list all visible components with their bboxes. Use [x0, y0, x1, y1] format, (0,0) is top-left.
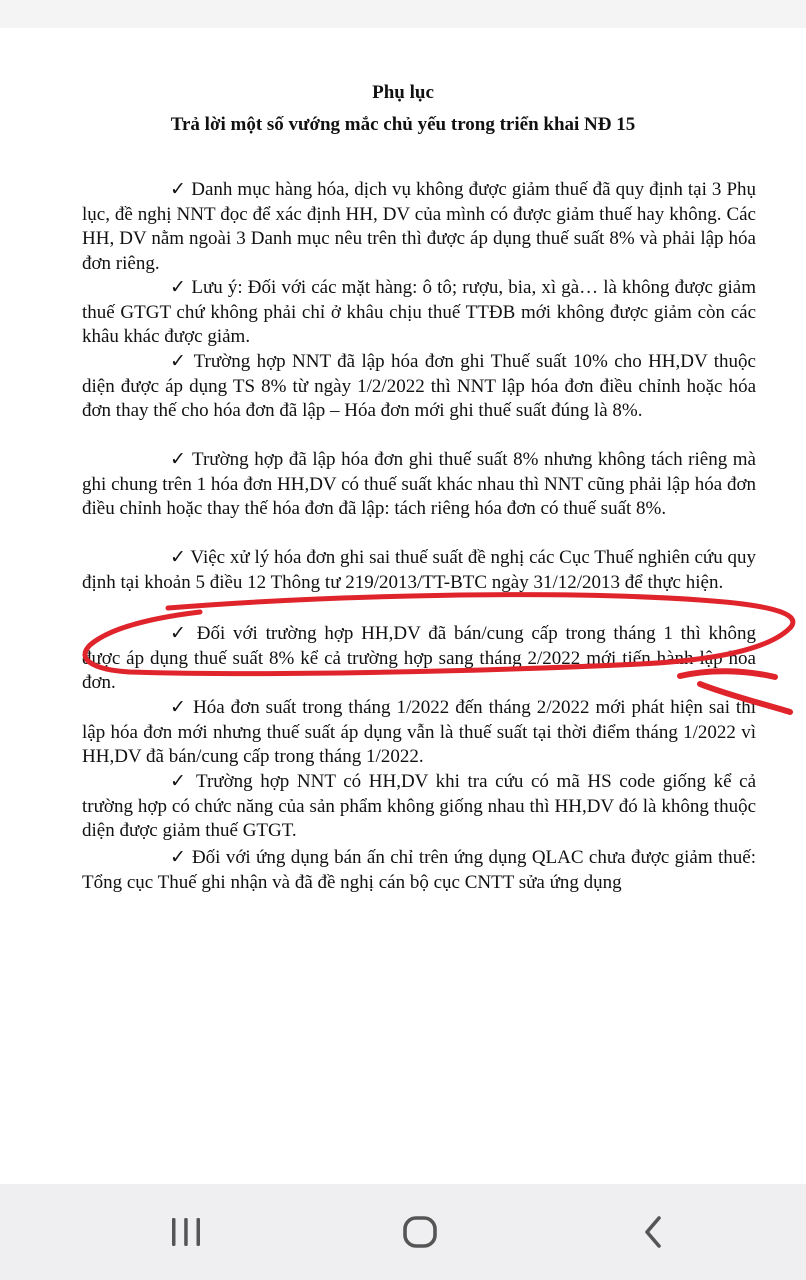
paragraph [82, 546, 756, 595]
check-mark: ✓ [170, 623, 189, 644]
paragraph [82, 846, 756, 895]
highlighted-paragraph [82, 622, 756, 696]
home-icon [400, 1214, 440, 1250]
paragraph [82, 448, 756, 522]
check-mark: ✓ [170, 547, 186, 568]
recent-apps-icon [168, 1215, 204, 1249]
paragraph [82, 696, 756, 770]
paragraph-text: Danh mục hàng hóa, dịch vụ không được giảm thuế đã quy định tại 3 Phụ lục, đề nghị NNT đọc để xác định HH, DV của mình có được giảm thuế hay không. Các HH, DV nằm ngoài 3 Danh mục nêu trên thì được áp dụng thuế suất 8% và phải lập hóa đơn riêng. [82, 179, 757, 274]
check-mark: ✓ [170, 847, 187, 868]
paragraph-text: Lưu ý: Đối với các mặt hàng: ô tô; rượu, bia, xì gà… là không được giảm thuế GTGT chứ không phải chỉ ở khâu chịu thuế TTĐB mới không được giảm còn các khâu khác được giảm. [82, 277, 756, 347]
status-bar-area [0, 0, 806, 28]
back-icon [639, 1214, 669, 1250]
paragraph-text: Đối với trường hợp HH,DV đã bán/cung cấp trong tháng 1 thì không được áp dụng thuế suất 8% kể cả trường hợp sang tháng 2/2022 mới tiến hành lập hóa đơn. [82, 623, 757, 693]
check-mark: ✓ [170, 449, 187, 470]
paragraph [82, 350, 756, 424]
recent-apps-button[interactable] [146, 1206, 226, 1258]
check-mark: ✓ [170, 697, 188, 718]
paragraph-text: Đối với ứng dụng bán ấn chỉ trên ứng dụng QLAC chưa được giảm thuế: Tổng cục Thuế ghi nhận và đã đề nghị cán bộ cục CNTT sửa ứng dụng [82, 847, 757, 893]
navigation-bar [0, 1184, 806, 1280]
check-mark: ✓ [170, 351, 188, 372]
paragraph-text: Trường hợp đã lập hóa đơn ghi thuế suất 8% nhưng không tách riêng mà ghi chung trên 1 hóa đơn HH,DV có thuế suất khác nhau thì NNT cũng phải lập hóa đơn điều chỉnh hoặc thay thế hóa đơn đã lập: tách riêng hóa đơn có thuế suất 8%. [82, 449, 756, 519]
document-subtitle: Trả lời một số vướng mắc chủ yếu trong triển khai NĐ 15 [170, 114, 636, 135]
paragraph-text: Trường hợp NNT có HH,DV khi tra cứu có mã HS code giống kể cả trường hợp có chức năng của sản phẩm không giống nhau thì HH,DV đó là không thuộc diện được giảm thuế GTGT. [82, 771, 756, 841]
paragraph-text: Việc xử lý hóa đơn ghi sai thuế suất đề nghị các Cục Thuế nghiên cứu quy định tại khoản 5 điều 12 Thông tư 219/2013/TT-BTC ngày 31/12/2013 để thực hiện. [82, 547, 756, 593]
paragraph [82, 178, 756, 276]
check-mark: ✓ [170, 771, 189, 792]
paragraph-text: Trường hợp NNT đã lập hóa đơn ghi Thuế suất 10% cho HH,DV thuộc diện được áp dụng TS 8% từ ngày 1/2/2022 thì NNT lập hóa đơn điều chỉnh hoặc hóa đơn thay thế cho hóa đơn đã lập – Hóa đơn mới ghi thuế suất đúng là 8%. [82, 351, 756, 421]
check-mark: ✓ [170, 179, 187, 200]
back-button[interactable] [614, 1206, 694, 1258]
home-button[interactable] [380, 1206, 460, 1258]
paragraph [82, 770, 756, 844]
paragraph [82, 276, 756, 350]
document-page [0, 28, 806, 1184]
check-mark: ✓ [170, 277, 187, 298]
document-title: Phụ lục [372, 82, 434, 103]
paragraph-text: Hóa đơn suất trong tháng 1/2022 đến tháng 2/2022 mới phát hiện sai thì lập hóa đơn mới nhưng thuế suất áp dụng vẫn là thuế suất tại thời điểm tháng 1/2022 vì HH,DV đã bán/cung cấp trong tháng 1/2022. [82, 697, 756, 767]
